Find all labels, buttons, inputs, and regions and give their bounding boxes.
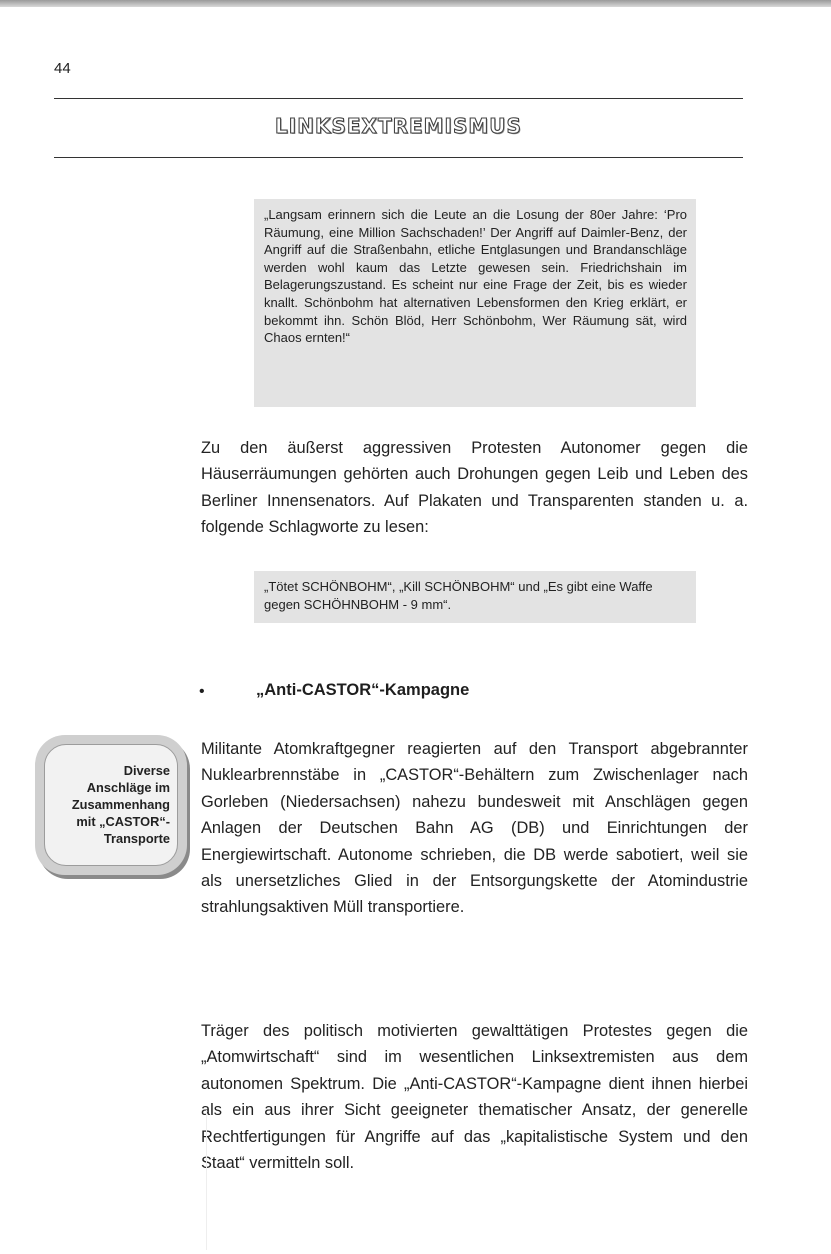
quote-box-1: „Langsam erinnern sich die Leute an die Losung der 80er Jahre: ‘Pro Räumung, eine Million Sachschaden!’ Der Angriff auf Daimler-Benz, der Angriff auf die Straßenbahn, etliche Entglasungen und Brandanschläge werden wohl kaum das Letzte gewesen sein. Friedrichshain im Belagerungszustand. Es scheint nur eine Frage der Zeit, bis es wieder knallt. Schönbohm hat alternativen Lebensformen den Krieg erklärt, er bekommt ihn. Schön Blöd, Herr Schönbohm, Wer Räumung sät, wird Chaos ernten!“ — [254, 199, 696, 407]
header-rule-top — [54, 98, 743, 99]
margin-note-box — [35, 735, 187, 875]
scan-fold-line — [206, 1110, 207, 1250]
quote-box-2: „Tötet SCHÖNBOHM“, „Kill SCHÖNBOHM“ und „Es gibt eine Waffe gegen SCHÖHNBOHM - 9 mm“. — [254, 571, 696, 623]
paragraph-3: Träger des politisch motivierten gewalttätigen Protestes gegen die „Atomwirtschaft“ sind im wesentlichen Linksextremisten aus dem autonomen Spektrum. Die „Anti-CASTOR“-Kampagne dient ihnen hierbei als ein aus ihrer Sicht geeigneter thematischer Ansatz, der generelle Rechtfertigungen für Angriffe auf das „kapitalistische System und den Staat“ vermitteln soll. — [201, 1022, 748, 1173]
paragraph-1: Zu den äußerst aggressiven Protesten Autonomer gegen die Häuserräumungen gehörten auch Drohungen gegen Leib und Leben des Berliner Innensenators. Auf Plakaten und Transparenten standen u. a. folgende Schlagworte zu lesen: — [201, 439, 748, 537]
header-rule-bottom — [54, 157, 743, 158]
subheading-anti-castor: „Anti-CASTOR“-Kampagne — [256, 681, 470, 699]
page-number: 44 — [54, 60, 71, 77]
margin-note-text: Diverse Anschläge im Zusammenhang mit „CASTOR“- Transporte — [44, 744, 178, 866]
paragraph-2: Militante Atomkraftgegner reagierten auf den Transport abgebrannter Nuklearbrennstäbe in „CASTOR“-Behältern zum Zwischenlager nach Gorleben (Niedersachsen) nahezu bundesweit mit Anschlägen gegen Anlagen der Deutschen Bahn AG (DB) und Einrichtungen der Energiewirtschaft. Autonome schrieben, die DB werde sabotiert, weil sie als unersetzliches Glied in der Entsorgungskette der Atomindustrie strahlungsaktiven Müll transportiere. — [201, 740, 748, 917]
section-title: LINKSEXTREMISMUS — [275, 114, 522, 138]
bullet-icon: • — [199, 683, 205, 700]
page-top-edge — [0, 0, 831, 7]
